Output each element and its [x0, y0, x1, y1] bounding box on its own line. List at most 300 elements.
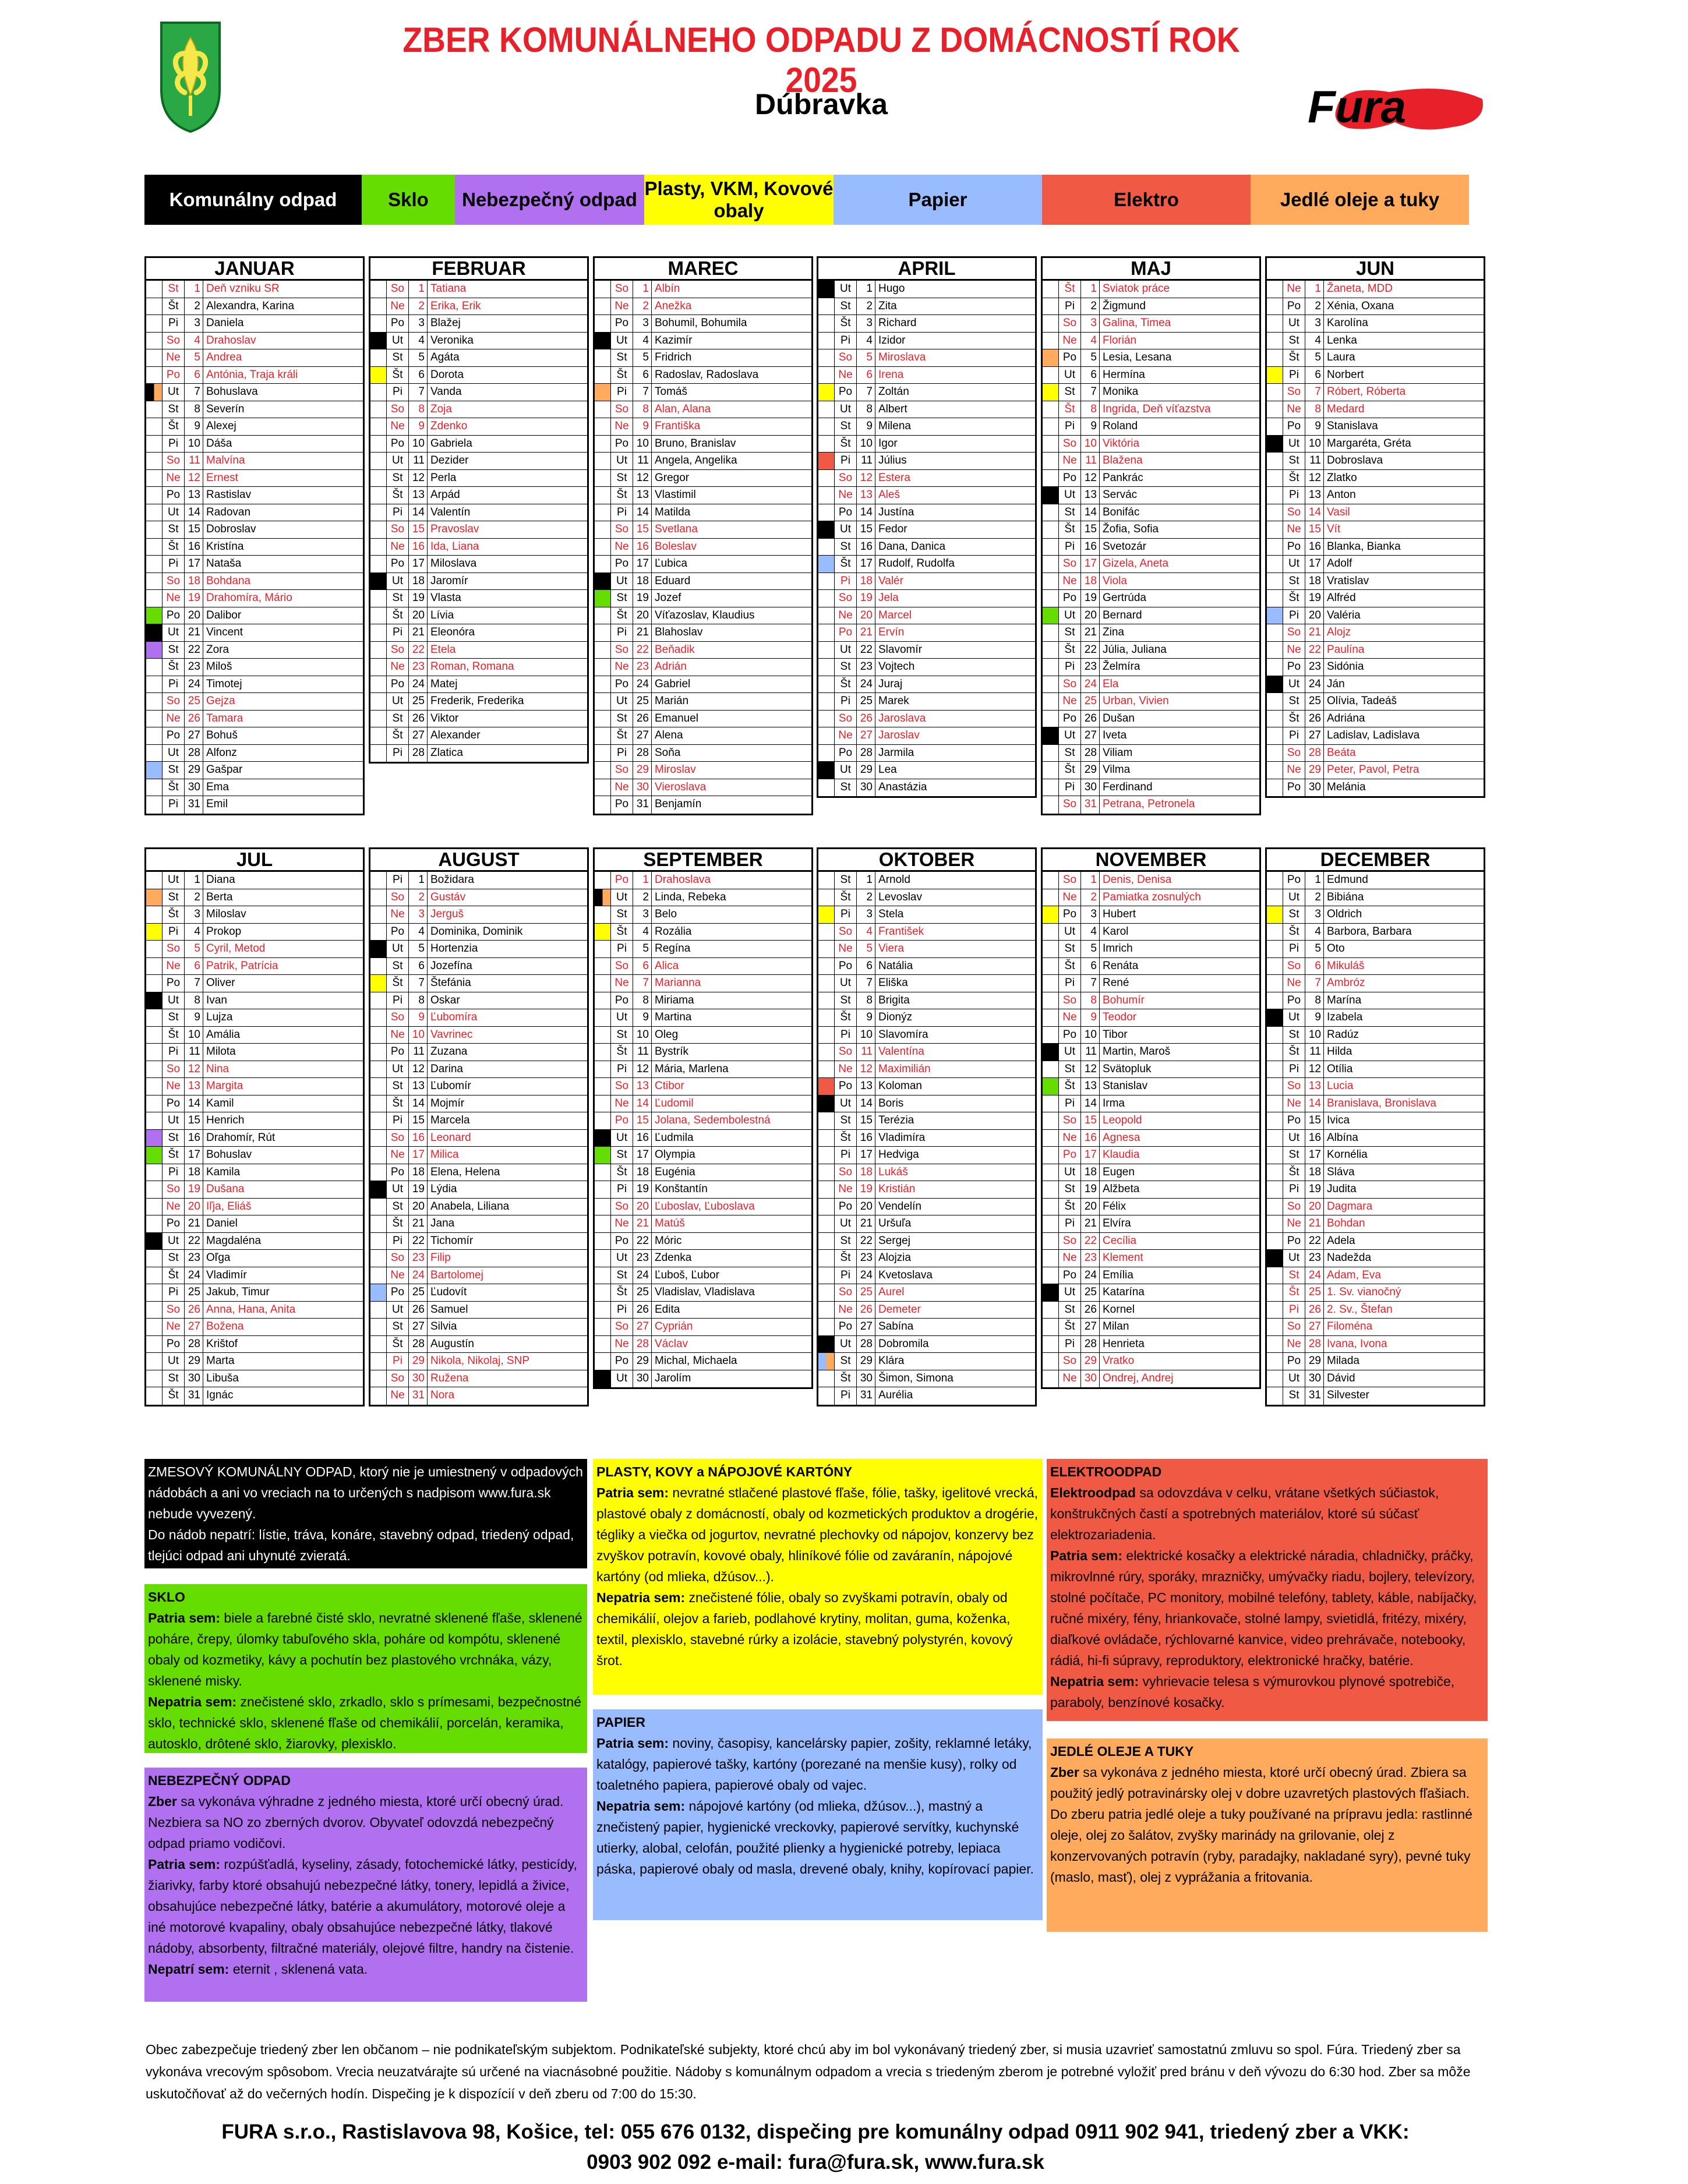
- collection-marker: [370, 1370, 387, 1387]
- name-day: Dáša: [206, 437, 232, 450]
- weekday: Št: [611, 1044, 633, 1061]
- day-row: [818, 1284, 1035, 1302]
- day-number: 15: [633, 1112, 652, 1129]
- collection-marker: [595, 941, 611, 957]
- collection-marker: [370, 539, 387, 556]
- name-day: Jaroslava: [878, 712, 926, 725]
- logo-text: Fura: [1308, 81, 1407, 132]
- collection-marker: [1043, 453, 1059, 469]
- name-day: Florián: [1103, 334, 1137, 347]
- weekday: Ut: [1059, 607, 1081, 624]
- month-name: JANUAR: [146, 258, 363, 281]
- day-row: [1267, 418, 1484, 436]
- name-day: Ivana, Ivona: [1327, 1337, 1387, 1350]
- month-januar: [144, 256, 365, 815]
- day-number: 15: [1081, 521, 1100, 538]
- weekday: Po: [835, 1078, 857, 1095]
- name-day: Zoja: [430, 402, 452, 415]
- collection-marker: [1267, 453, 1283, 469]
- day-number: 9: [1305, 1009, 1324, 1026]
- weekday: Št: [835, 889, 857, 906]
- day-number: 28: [409, 1336, 428, 1353]
- collection-marker: [370, 1112, 387, 1129]
- day-number: 25: [1081, 693, 1100, 710]
- name-day: Klement: [1103, 1252, 1143, 1264]
- month-jul: [144, 847, 365, 1406]
- weekday: Po: [1283, 418, 1305, 435]
- day-row: [1267, 693, 1484, 711]
- name-day: Milada: [1327, 1355, 1359, 1367]
- day-number: 28: [185, 745, 203, 762]
- name-day: Cyprián: [655, 1320, 693, 1333]
- day-row: [146, 676, 363, 694]
- day-row: [818, 539, 1035, 556]
- collection-marker: [1267, 1250, 1283, 1267]
- weekday: St: [387, 1199, 409, 1215]
- day-number: 11: [1081, 453, 1100, 469]
- weekday: Po: [1283, 872, 1305, 889]
- weekday: Št: [387, 607, 409, 624]
- name-day: Anastázia: [878, 780, 927, 793]
- day-number: 12: [857, 1061, 875, 1078]
- day-row: [595, 676, 811, 694]
- day-row: [370, 315, 587, 333]
- weekday: So: [611, 642, 633, 659]
- day-number: 13: [1081, 487, 1100, 504]
- day-row: [818, 1353, 1035, 1370]
- collection-marker: [1043, 1284, 1059, 1301]
- day-row: [370, 1284, 587, 1302]
- name-day: Milena: [878, 420, 911, 432]
- collection-marker: [1267, 1112, 1283, 1129]
- day-number: 14: [1305, 504, 1324, 521]
- collection-marker: [818, 992, 835, 1009]
- contact-line-1: FURA s.r.o., Rastislavova 98, Košice, tel: 055 676 0132, dispečing pre komunálny odpad 0911 902 941, triedený zber a VKK:: [221, 2121, 1410, 2143]
- collection-marker: [1267, 676, 1283, 693]
- name-day: Sabína: [878, 1320, 914, 1333]
- day-row: [1043, 796, 1259, 814]
- day-row: [146, 1250, 363, 1267]
- weekday: Št: [611, 1284, 633, 1301]
- day-number: 28: [633, 1336, 652, 1353]
- name-day: Filoména: [1327, 1320, 1373, 1333]
- day-number: 24: [185, 676, 203, 693]
- collection-marker: [818, 539, 835, 556]
- weekday: Pi: [163, 1164, 185, 1181]
- day-row: [595, 1336, 811, 1353]
- day-row: [818, 1250, 1035, 1267]
- day-row: [370, 941, 587, 958]
- name-day: Kornélia: [1327, 1148, 1368, 1161]
- day-row: [146, 401, 363, 419]
- name-day: Miriama: [655, 994, 694, 1006]
- day-row: [370, 1095, 587, 1113]
- day-row: [595, 1147, 811, 1164]
- name-day: Tomáš: [655, 386, 687, 398]
- collection-marker: [595, 281, 611, 298]
- name-day: Henrich: [206, 1114, 245, 1126]
- day-number: 22: [185, 1233, 203, 1250]
- weekday: St: [835, 298, 857, 315]
- day-number: 10: [409, 436, 428, 453]
- weekday: Ne: [163, 958, 185, 975]
- day-number: 26: [185, 711, 203, 727]
- weekday: Ne: [387, 1147, 409, 1164]
- day-number: 18: [185, 1164, 203, 1181]
- day-row: [370, 642, 587, 659]
- day-row: [818, 676, 1035, 694]
- weekday: Št: [1059, 401, 1081, 418]
- name-day: Tamara: [206, 712, 243, 725]
- weekday: Ut: [1059, 1164, 1081, 1181]
- name-day: Oto: [1327, 942, 1345, 955]
- name-day: Vlasta: [430, 592, 461, 604]
- day-number: 31: [1081, 796, 1100, 814]
- day-row: [1043, 1284, 1259, 1302]
- day-number: 29: [857, 1353, 875, 1370]
- collection-marker: [1267, 367, 1283, 384]
- name-day: Karolína: [1327, 317, 1368, 329]
- day-number: 24: [1305, 676, 1324, 693]
- name-day: Jela: [878, 592, 899, 604]
- weekday: So: [387, 889, 409, 906]
- collection-marker: [1267, 1215, 1283, 1232]
- collection-marker: [1043, 504, 1059, 521]
- day-number: 12: [185, 1061, 203, 1078]
- day-row: [595, 539, 811, 556]
- collection-marker: [818, 1044, 835, 1061]
- weekday: Po: [387, 1284, 409, 1301]
- collection-marker: [370, 1353, 387, 1370]
- collection-marker: [818, 745, 835, 762]
- day-row: [595, 556, 811, 573]
- day-number: 9: [1081, 1009, 1100, 1026]
- collection-marker: [370, 693, 387, 710]
- day-number: 4: [409, 924, 428, 941]
- month-name: FEBRUAR: [370, 258, 587, 281]
- collection-marker: [1043, 924, 1059, 941]
- name-day: Angela, Angelika: [655, 454, 737, 467]
- day-row: [1043, 1250, 1259, 1267]
- name-day: Irena: [878, 368, 904, 381]
- day-row: [818, 958, 1035, 976]
- day-row: [146, 1147, 363, 1164]
- weekday: So: [387, 1370, 409, 1387]
- name-day: Arnold: [878, 874, 910, 886]
- day-row: [146, 384, 363, 401]
- day-row: [818, 590, 1035, 607]
- day-number: 10: [857, 1027, 875, 1044]
- day-number: 12: [409, 470, 428, 487]
- day-row: [595, 1164, 811, 1182]
- collection-marker: [370, 1181, 387, 1198]
- collection-marker: [1043, 1181, 1059, 1198]
- name-day: Drahoslava: [655, 874, 711, 886]
- name-day: Samuel: [430, 1303, 468, 1316]
- day-number: 22: [633, 642, 652, 659]
- day-number: 7: [409, 975, 428, 992]
- weekday: So: [387, 521, 409, 538]
- day-number: 11: [409, 453, 428, 469]
- nebezpecny-intro-label: Zber: [148, 1794, 177, 1809]
- collection-marker: [1043, 384, 1059, 401]
- day-row: [595, 796, 811, 814]
- collection-marker: [146, 1164, 163, 1181]
- name-day: Imrich: [1103, 942, 1133, 955]
- collection-marker: [1043, 1061, 1059, 1078]
- name-day: Regína: [655, 942, 691, 955]
- day-number: 8: [633, 992, 652, 1009]
- day-number: 5: [1305, 349, 1324, 366]
- weekday: Ne: [835, 941, 857, 957]
- weekday: Pi: [163, 924, 185, 941]
- name-day: Aurélia: [878, 1389, 913, 1401]
- collection-marker: [1267, 872, 1283, 889]
- name-day: Mikuláš: [1327, 959, 1365, 972]
- day-row: [370, 1215, 587, 1233]
- day-row: [595, 1181, 811, 1199]
- weekday: So: [1283, 624, 1305, 641]
- collection-marker: [1043, 1336, 1059, 1353]
- day-row: [818, 1336, 1035, 1353]
- day-number: 24: [1305, 1267, 1324, 1284]
- day-row: [1043, 1233, 1259, 1250]
- weekday: Ut: [387, 333, 409, 349]
- day-row: [1043, 487, 1259, 504]
- day-row: [370, 1319, 587, 1336]
- name-day: Alexej: [206, 420, 236, 432]
- weekday: Po: [1059, 470, 1081, 487]
- collection-marker: [370, 1147, 387, 1164]
- elektro-intro-label: Elektroodpad: [1050, 1485, 1136, 1500]
- day-number: 19: [633, 590, 652, 607]
- day-row: [818, 1181, 1035, 1199]
- weekday: Po: [387, 1164, 409, 1181]
- name-day: Silvester: [1327, 1389, 1369, 1401]
- day-number: 1: [185, 281, 203, 298]
- day-number: 20: [1305, 607, 1324, 624]
- day-row: [595, 1095, 811, 1113]
- weekday: Ut: [1283, 1250, 1305, 1267]
- day-row: [595, 872, 811, 889]
- collection-marker: [146, 796, 163, 814]
- weekday: Ne: [1059, 1370, 1081, 1388]
- weekday: Ut: [163, 1233, 185, 1250]
- day-row: [370, 1112, 587, 1130]
- collection-marker: [146, 1250, 163, 1267]
- collection-marker: [818, 624, 835, 641]
- day-row: [1267, 889, 1484, 907]
- collection-marker: [818, 1284, 835, 1301]
- weekday: Pi: [835, 453, 857, 469]
- name-day: Anežka: [655, 299, 692, 312]
- day-row: [1043, 745, 1259, 762]
- weekday: Po: [387, 1044, 409, 1061]
- weekday: So: [1283, 958, 1305, 975]
- day-row: [1267, 521, 1484, 539]
- weekday: Ne: [835, 367, 857, 384]
- day-row: [1043, 1130, 1259, 1147]
- weekday: So: [1059, 676, 1081, 693]
- day-number: 2: [857, 889, 875, 906]
- name-day: Dezider: [430, 454, 469, 467]
- collection-marker: [818, 1302, 835, 1319]
- day-number: 27: [633, 1319, 652, 1335]
- day-row: [818, 1267, 1035, 1285]
- weekday: Po: [163, 975, 185, 992]
- day-number: 28: [857, 745, 875, 762]
- collection-marker: [1043, 642, 1059, 659]
- collection-marker: [146, 693, 163, 710]
- collection-marker: [146, 1353, 163, 1370]
- day-number: 23: [1305, 659, 1324, 676]
- day-number: 15: [409, 521, 428, 538]
- collection-marker: [146, 1112, 163, 1129]
- collection-marker: [146, 1130, 163, 1147]
- name-day: Teodor: [1103, 1011, 1137, 1023]
- weekday: St: [163, 281, 185, 298]
- day-row: [1043, 1199, 1259, 1216]
- day-row: [1267, 958, 1484, 976]
- day-number: 22: [857, 642, 875, 659]
- day-row: [818, 1319, 1035, 1336]
- day-number: 23: [185, 659, 203, 676]
- day-number: 4: [857, 924, 875, 941]
- day-row: [1267, 1147, 1484, 1164]
- month-august: [369, 847, 589, 1406]
- weekday: Št: [611, 607, 633, 624]
- day-row: [370, 727, 587, 745]
- day-number: 6: [857, 367, 875, 384]
- day-row: [1267, 487, 1484, 504]
- plasty-no: znečistené fólie, obaly so zvyškami potravín, obaly od chemikálií, olejov a farieb, podlahové krytiny, molitan, guma, koženka, textil, plexisklo, stavebné rúrky a izolácie, stavebný polystyrén, kovový šrot.: [596, 1590, 1013, 1668]
- name-day: Tatiana: [430, 282, 467, 295]
- day-row: [1043, 1112, 1259, 1130]
- name-day: René: [1103, 977, 1129, 989]
- collection-marker: [595, 1078, 611, 1095]
- day-row: [146, 281, 363, 298]
- weekday: Št: [835, 1250, 857, 1267]
- weekday: Ne: [387, 1027, 409, 1044]
- name-day: Ema: [206, 780, 229, 793]
- name-day: Nina: [206, 1062, 229, 1075]
- weekday: Ne: [1059, 453, 1081, 469]
- day-number: 1: [1081, 872, 1100, 889]
- collection-marker: [818, 521, 835, 538]
- day-number: 30: [857, 1370, 875, 1387]
- day-row: [146, 906, 363, 924]
- weekday: Pi: [163, 1284, 185, 1301]
- weekday: St: [1283, 1147, 1305, 1164]
- day-number: 15: [633, 521, 652, 538]
- collection-marker: [595, 504, 611, 521]
- day-row: [595, 727, 811, 745]
- day-row: [595, 924, 811, 941]
- day-row: [1267, 607, 1484, 625]
- weekday: St: [163, 1250, 185, 1267]
- weekday: Ut: [835, 281, 857, 298]
- collection-marker: [1043, 1095, 1059, 1112]
- day-number: 30: [633, 779, 652, 796]
- name-day: Radovan: [206, 506, 251, 518]
- name-day: Laura: [1327, 351, 1355, 363]
- day-row: [595, 1130, 811, 1147]
- weekday: St: [1283, 573, 1305, 590]
- collection-marker: [370, 1095, 387, 1112]
- weekday: Št: [835, 1009, 857, 1026]
- weekday: Ne: [1059, 693, 1081, 710]
- collection-marker: [818, 349, 835, 366]
- day-row: [1267, 941, 1484, 958]
- day-number: 13: [1305, 1078, 1324, 1095]
- plasty-no-label: Nepatria sem:: [596, 1590, 686, 1605]
- day-row: [818, 727, 1035, 745]
- day-number: 26: [857, 1302, 875, 1319]
- weekday: Po: [163, 607, 185, 624]
- weekday: Ut: [1283, 556, 1305, 572]
- day-number: 4: [1305, 333, 1324, 349]
- collection-marker: [595, 779, 611, 796]
- day-row: [370, 521, 587, 539]
- collection-marker: [146, 521, 163, 538]
- day-row: [370, 958, 587, 976]
- weekday: So: [1059, 872, 1081, 889]
- name-day: Marína: [1327, 994, 1362, 1006]
- collection-marker: [370, 367, 387, 384]
- day-number: 19: [409, 590, 428, 607]
- collection-marker: [1043, 590, 1059, 607]
- day-row: [595, 1078, 811, 1095]
- name-day: Alena: [655, 729, 683, 741]
- day-number: 10: [1305, 436, 1324, 453]
- collection-marker: [1267, 539, 1283, 556]
- name-day: Konštantín: [655, 1183, 708, 1195]
- day-number: 14: [633, 1095, 652, 1112]
- weekday: Št: [1283, 1044, 1305, 1061]
- weekday: Po: [835, 384, 857, 401]
- name-day: Zoltán: [878, 386, 909, 398]
- weekday: Ne: [611, 1215, 633, 1232]
- weekday: St: [1283, 1027, 1305, 1044]
- name-day: Jarmila: [878, 746, 914, 759]
- day-row: [818, 1078, 1035, 1095]
- collection-marker: [1267, 941, 1283, 957]
- weekday: Ut: [163, 384, 185, 401]
- weekday: So: [1059, 992, 1081, 1009]
- collection-marker: [1043, 992, 1059, 1009]
- collection-marker: [818, 556, 835, 572]
- day-number: 13: [185, 1078, 203, 1095]
- weekday: Ut: [163, 504, 185, 521]
- weekday: So: [835, 590, 857, 607]
- name-day: Adam, Eva: [1327, 1268, 1381, 1281]
- day-row: [595, 1044, 811, 1061]
- name-day: Hortenzia: [430, 942, 478, 955]
- weekday: Ut: [835, 762, 857, 779]
- collection-marker: [1043, 607, 1059, 624]
- weekday: Pi: [163, 1044, 185, 1061]
- name-day: Miloslava: [430, 557, 477, 570]
- day-row: [1267, 779, 1484, 797]
- sklo-no-label: Nepatria sem:: [148, 1694, 237, 1709]
- day-number: 7: [633, 384, 652, 401]
- name-day: Viliam: [1103, 746, 1133, 759]
- day-row: [1043, 1353, 1259, 1370]
- collection-marker: [146, 401, 163, 418]
- day-row: [370, 1061, 587, 1079]
- day-row: [1267, 1250, 1484, 1267]
- elektro-intro: sa odovzdáva v celku, vrátane všetkých súčiastok, konštrukčných častí a spotrebných materiálov, ktoré sú súčasť elektrozariadenia.: [1050, 1485, 1439, 1542]
